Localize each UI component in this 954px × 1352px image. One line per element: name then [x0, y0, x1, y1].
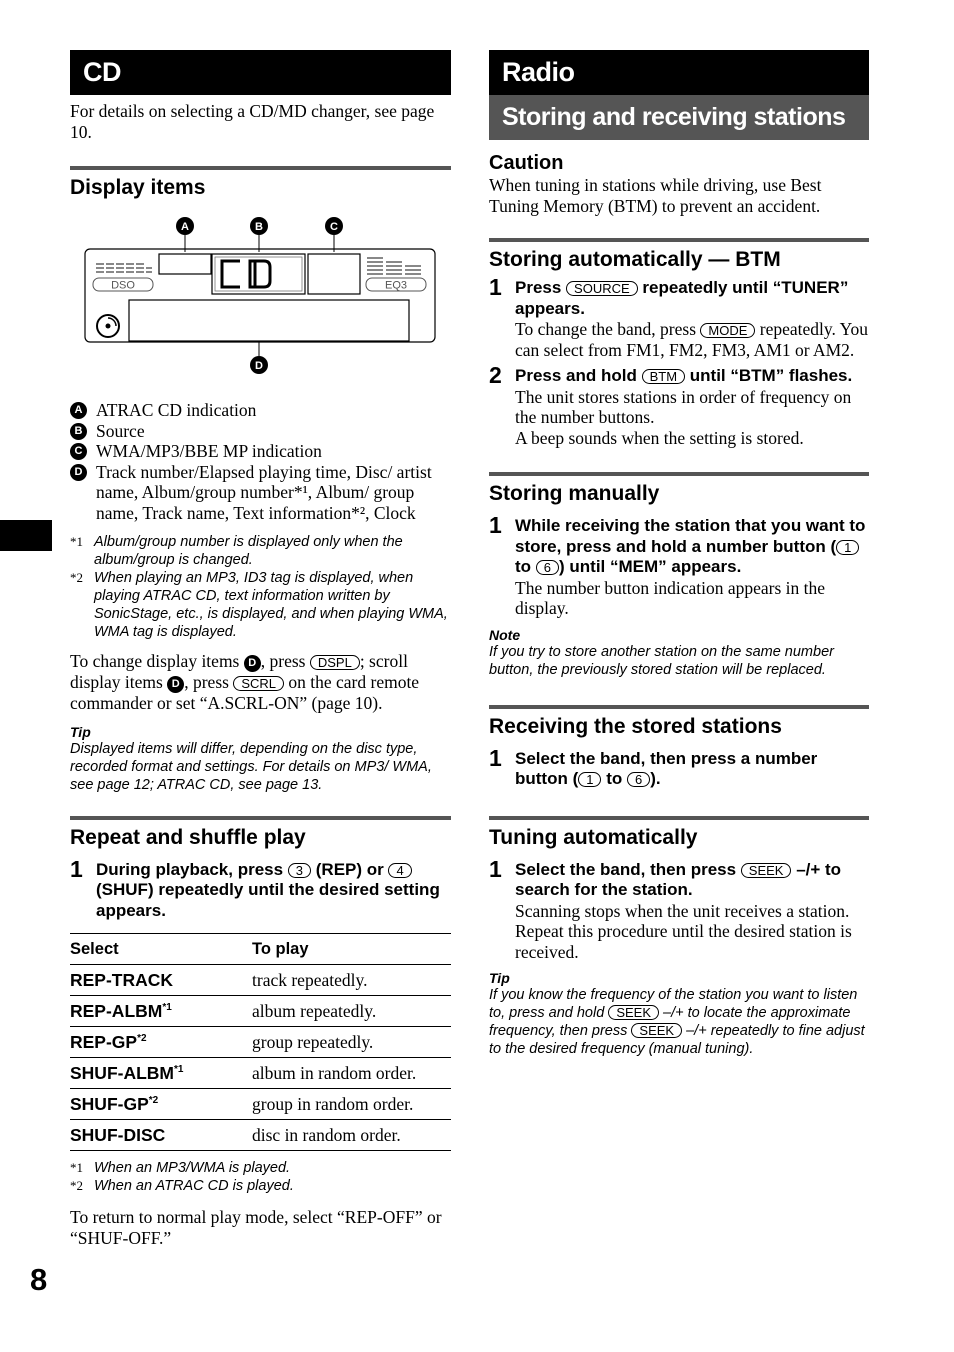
footnote-ref: *2 [148, 1094, 159, 1106]
text-run: , press [184, 672, 234, 692]
left-column [70, 50, 451, 1248]
text-run: (SHUF) repeatedly until the desired setting appears. [96, 880, 440, 920]
footnote-mark: *1 [70, 534, 83, 549]
step-body: Scanning stops when the unit receives a station. Repeat this procedure until the desired station is received. [515, 900, 852, 962]
display-footnotes [70, 533, 451, 641]
table-row [70, 965, 451, 996]
cell-select [70, 965, 252, 996]
eq3-label: EQ3 [384, 279, 408, 292]
wma-indicator-box [308, 254, 360, 294]
step-number: 1 [489, 855, 502, 882]
step-instruction [515, 749, 869, 790]
footnote-mark: *1 [70, 1160, 83, 1175]
legend-badge: C [70, 443, 87, 460]
repeat-heading: Repeat and shuffle play [70, 825, 306, 849]
text-run: ) until “MEM” appears. [559, 557, 742, 576]
footnote-text: When playing an MP3, ID3 tag is displayed, when playing ATRAC CD, text information written by SonicStage, etc., is displayed, and when playing WMA, WMA tag is displayed. [94, 570, 448, 640]
receiving-section [489, 705, 869, 790]
step-body: A beep sounds when the setting is stored. [515, 427, 804, 448]
legend-text: Source [96, 420, 145, 441]
callout-d-text: D [255, 360, 263, 372]
source-button[interactable]: SOURCE [566, 281, 638, 296]
caution-heading: Caution [489, 152, 564, 174]
repeat-section [70, 816, 451, 1249]
text-run: Select the band, then press a number button ( [515, 748, 818, 788]
btm-button[interactable]: BTM [642, 369, 685, 384]
callout-b [250, 217, 268, 252]
btm-section [489, 238, 869, 448]
step-instruction [515, 366, 869, 387]
receiving-heading: Receiving the stored stations [489, 714, 782, 738]
text-run: (REP) or [311, 859, 389, 879]
btm-step-2 [489, 362, 869, 448]
callout-c [325, 217, 343, 252]
display-items-section [70, 166, 451, 794]
select-value: SHUF-DISC [70, 1124, 166, 1145]
cell-play: group repeatedly. [252, 1027, 451, 1058]
note-heading: Note [489, 626, 521, 643]
cell-select [70, 1120, 252, 1151]
text-run: Press and hold [515, 366, 642, 385]
text-run: Press [515, 278, 567, 297]
repeat-table [70, 933, 451, 1151]
legend-list [70, 400, 451, 523]
manual-step-1 [489, 512, 869, 619]
text-run: ; scroll display items [70, 651, 408, 692]
footnote [70, 1159, 451, 1177]
cell-play: disc in random order. [252, 1120, 451, 1151]
button-1[interactable]: 1 [578, 772, 601, 787]
eq3-bars [367, 257, 421, 275]
page-number: 8 [30, 1262, 48, 1297]
button-3[interactable]: 3 [288, 863, 311, 878]
repeat-step-1 [70, 855, 451, 922]
step-instruction [515, 860, 869, 901]
section-thumb-tab [0, 520, 52, 551]
select-value: SHUF-GP [70, 1093, 149, 1114]
button-6[interactable]: 6 [536, 560, 559, 575]
table-row [70, 1089, 451, 1120]
cell-play: group in random order. [252, 1089, 451, 1120]
step-number: 1 [489, 744, 502, 771]
text-run: To change display items [70, 651, 244, 671]
disc-icon [97, 315, 119, 337]
scrl-button[interactable]: SCRL [233, 676, 284, 691]
callout-c-text: C [330, 221, 338, 233]
legend-item [70, 400, 451, 421]
text-run: Select the band, then press [515, 859, 741, 879]
cell-select [70, 1089, 252, 1120]
footnote [70, 533, 451, 569]
footnote-mark: *2 [70, 570, 83, 585]
footnote-ref: *2 [137, 1032, 147, 1044]
table-row [70, 1058, 451, 1089]
button-1[interactable]: 1 [836, 540, 859, 555]
cell-play: album repeatedly. [252, 996, 451, 1027]
footnote-ref: *1 [162, 1001, 172, 1013]
cell-play: track repeatedly. [252, 965, 451, 996]
btm-step-1 [489, 274, 869, 360]
step-instruction [96, 860, 451, 922]
table-row [70, 1120, 451, 1151]
dso-bars [96, 263, 152, 273]
tip-text: Displayed items will differ, depending on the disc type, recorded format and settings. For details on MP3/ WMA, see page 12; ATRAC CD, see page 13. [70, 740, 432, 793]
dspl-button[interactable]: DSPL [310, 655, 360, 670]
right-column [489, 50, 869, 1058]
header-select: Select [70, 934, 252, 965]
legend-item [70, 462, 451, 524]
mode-button[interactable]: MODE [700, 323, 755, 338]
cd-title: CD [70, 50, 451, 95]
callout-b-text: B [255, 221, 263, 233]
text-run: repeatedly until “TUNER” appears. [515, 278, 849, 318]
header-play: To play [252, 934, 451, 965]
badge-d: D [244, 655, 261, 672]
footnote-text: Album/group number is displayed only when the album/group is changed. [94, 534, 403, 568]
caution-text: When tuning in stations while driving, use Best Tuning Memory (BTM) to prevent an accident. [489, 175, 822, 216]
receiving-step-1 [489, 744, 869, 790]
text-run: During playback, press [96, 859, 288, 879]
btm-heading: Storing automatically — BTM [489, 248, 781, 271]
text-run: until “BTM” flashes. [685, 366, 853, 385]
display-diagram [70, 210, 451, 400]
tuning-heading: Tuning automatically [489, 825, 698, 849]
manual-section [489, 472, 869, 679]
legend-badge: A [70, 402, 87, 419]
table-header-row [70, 934, 451, 965]
text-run: repeatedly. You can select from FM1, FM2, FM3, AM1 or AM2. [515, 319, 868, 360]
tuning-section [489, 816, 869, 1059]
select-value: REP-ALBM [70, 1000, 163, 1021]
text-run: To change the band, press [515, 319, 701, 339]
repeat-footnotes [70, 1159, 451, 1195]
text-run: –/+ to search for the station. [515, 859, 842, 899]
text-run: to [601, 769, 627, 788]
step-body: The number button indication appears in the display. [515, 577, 826, 618]
cell-play: album in random order. [252, 1058, 451, 1089]
storing-title: Storing and receiving stations [489, 95, 869, 140]
text-run: , press [260, 651, 310, 671]
cd-intro: For details on selecting a CD/MD changer, see page 10. [70, 101, 435, 142]
return-paragraph: To return to normal play mode, select “REP-OFF” or “SHUF-OFF.” [70, 1207, 442, 1248]
footnote-text: When an MP3/WMA is played. [94, 1160, 291, 1176]
legend-text: ATRAC CD indication [96, 400, 257, 420]
select-value: REP-GP [70, 1031, 138, 1052]
callout-a-text: A [181, 221, 189, 233]
display-items-heading: Display items [70, 176, 206, 199]
change-display-paragraph [70, 651, 451, 714]
legend-badge: D [70, 464, 87, 481]
text-run: If you know the frequency of the station you want to listen to, press and hold [489, 987, 858, 1021]
tip-heading: Tip [489, 970, 510, 986]
cell-select [70, 1058, 252, 1089]
seek-button[interactable]: SEEK [741, 863, 792, 878]
atrac-indicator-box [159, 254, 211, 274]
step-number: 1 [70, 855, 83, 882]
dso-label: DSO [111, 279, 135, 292]
select-value: SHUF-ALBM [70, 1062, 175, 1083]
step-instruction [515, 516, 869, 578]
tip-heading: Tip [70, 723, 91, 740]
tip-text [489, 986, 869, 1058]
legend-item [70, 441, 451, 462]
footnote-ref: *1 [174, 1063, 184, 1075]
button-4[interactable]: 4 [388, 863, 411, 878]
step-body: The unit stores stations in order of frequency on the number buttons. [515, 386, 852, 427]
footnote [70, 569, 451, 641]
text-display-area [129, 300, 409, 341]
footnote-text: When an ATRAC CD is played. [94, 1178, 294, 1194]
button-6[interactable]: 6 [627, 772, 650, 787]
callout-d [250, 342, 268, 374]
select-value: REP-TRACK [70, 969, 174, 990]
cell-select [70, 996, 252, 1027]
callout-a [176, 217, 194, 252]
seek-button[interactable]: SEEK [631, 1023, 682, 1038]
manual-heading: Storing manually [489, 482, 660, 505]
table-row [70, 996, 451, 1027]
footnote-mark: *2 [70, 1178, 83, 1193]
legend-text: Track number/Elapsed playing time, Disc/ artist name, Album/group number*¹, Album/ group name, Track name, Text information*², Clock [96, 461, 432, 523]
caution-block [489, 152, 869, 216]
tuning-step-1 [489, 855, 869, 963]
step-instruction [515, 278, 869, 319]
step-number: 2 [489, 362, 502, 388]
step-number: 1 [489, 512, 502, 538]
text-run: While receiving the station that you want to store, press and hold a number button ( [515, 516, 866, 556]
legend-text: WMA/MP3/BBE MP indication [96, 441, 322, 461]
seek-button[interactable]: SEEK [608, 1005, 659, 1020]
radio-title: Radio [489, 50, 869, 95]
cd-segment-text [222, 261, 270, 287]
table-row [70, 1027, 451, 1058]
text-run: to [515, 557, 536, 576]
badge-d: D [167, 676, 184, 693]
footnote [70, 1177, 451, 1195]
note-text: If you try to store another station on the same number button, the previously stored station will be replaced. [489, 643, 834, 678]
step-number: 1 [489, 274, 502, 300]
text-run: ). [650, 769, 661, 788]
text-run: on the card remote commander or set “A.SCRL-ON” (page 10). [70, 672, 420, 713]
step-body [515, 319, 869, 360]
text-run: –/+ repeatedly to fine adjust to the desired frequency (manual tuning). [489, 1023, 865, 1057]
cell-select [70, 1027, 252, 1058]
legend-item [70, 421, 451, 442]
legend-badge: B [70, 423, 87, 440]
text-run: –/+ to locate the approximate frequency, then press [489, 1005, 851, 1039]
